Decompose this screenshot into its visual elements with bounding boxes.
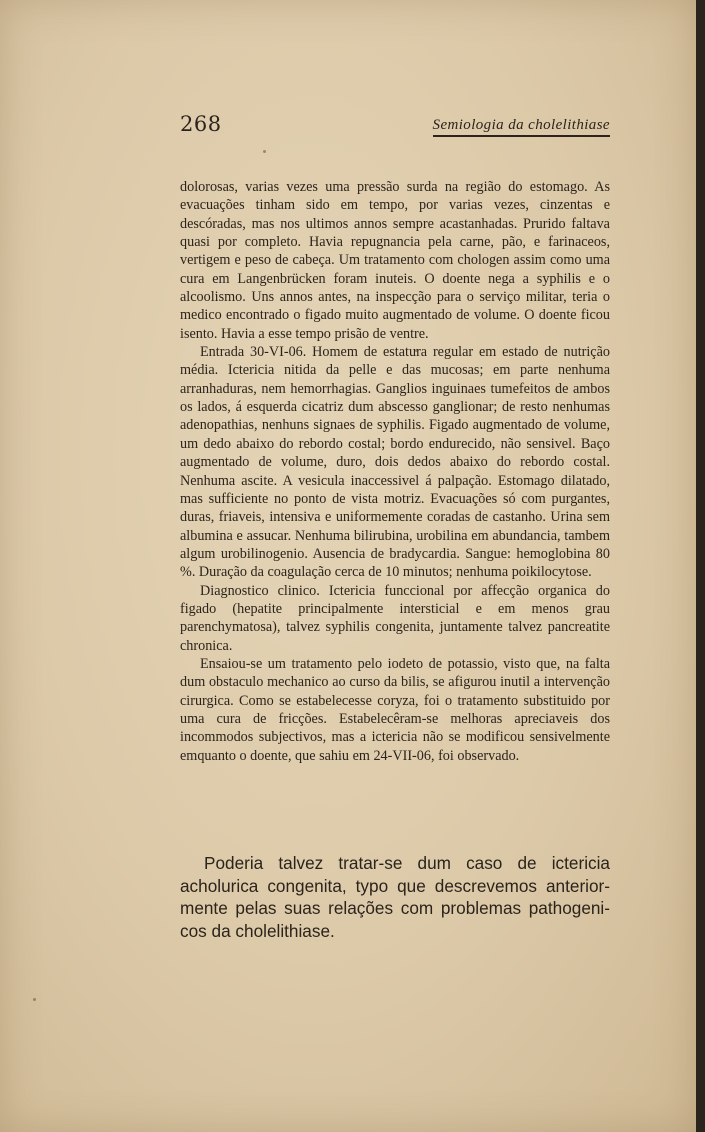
paragraph-conclusion: Poderia talvez tratar-se dum caso de ictericia acholurica congenita, typo que descrevemos anteriormente pelas suas relações com problemas pathogenicos da cholelithiase. <box>180 853 610 941</box>
closing-text <box>180 852 610 942</box>
paragraph-admission: Entrada 30-VI-06. Homem de estatura regular em estado de nutrição média. Ictericia nitida da pelle e das mucosas; em parte nenhuma arranhaduras, nem hemorrhagias. Ganglios inguinaes tumefeitos de ambos os lados, á esquerda cicatriz dum abscesso ganglionar; de resto nenhumas adenopathias, nenhuns signaes de syphilis. Figado augmentado de volume, um dedo abaixo do rebordo costal; bordo endurecido, não sensivel. Baço augmentado de volume, duro, dois dedos abaixo do rebordo costal. Nenhuma ascite. A vesicula inaccessivel á palpação. Estomago dilatado, mas sufficiente no ponto de vista motriz. Evacuações só com purgantes, duras, friaveis, intensiva e uniformemente coradas de castanho. Urina sem albumina e assucar. Nenhuma bilirubina, urobilina em abundancia, tambem algum urobilinogenio. Ausencia de bradycardia. Sangue: hemoglobina 80 %. Duração da coagulação cerca de 10 minutos; nenhuma poikilocytose. <box>180 344 610 581</box>
paragraph-treatment: Ensaiou-se um tratamento pelo iodeto de potassio, visto que, na falta dum obstaculo mechanico ao curso da bilis, se afigurou inutil a intervenção cirurgica. Como se estabelecesse coryza, foi o tratamento substituido por uma cura de fricções. Estabelecêram-se melhoras apreciaveis dos incommodos subjectivos, mas a ictericia não se modificou sensivelmente emquanto o doente, que sahiu em 24-VII-06, foi observado. <box>180 655 610 764</box>
paper-spot <box>263 150 266 153</box>
paper-spot <box>33 998 36 1001</box>
body-text <box>180 178 610 765</box>
page-number: 268 <box>180 112 222 136</box>
paragraph-diagnosis: Diagnostico clinico. Ictericia funccional por affecção organica do figado (hepatite principalmente intersticial e em menos grau parenchymatosa), talvez syphilis congenita, juntamente talvez pancreatite chronica. <box>180 582 610 654</box>
running-title: Semiologia da cholelithiase <box>433 117 610 137</box>
paragraph-history: dolorosas, varias vezes uma pressão surda na região do estomago. As evacuações tinham sido em tempo, por varias vezes, cinzentas e descóradas, mas nos ultimos annos sempre acastanhadas. Prurido faltava quasi por completo. Havia repugnancia pela carne, pão, e farinaceos, vertigem e peso de cabeça. Um tratamento com chologen assim como uma cura em Langenbrücken foram inuteis. O doente nega a syphilis e o alcoolismo. Uns annos antes, na inspecção para o serviço militar, teria o medico encontrado o figado muito augmentado de volume. O doente ficou isento. Havia a esse tempo prisão de ventre. <box>180 179 610 342</box>
